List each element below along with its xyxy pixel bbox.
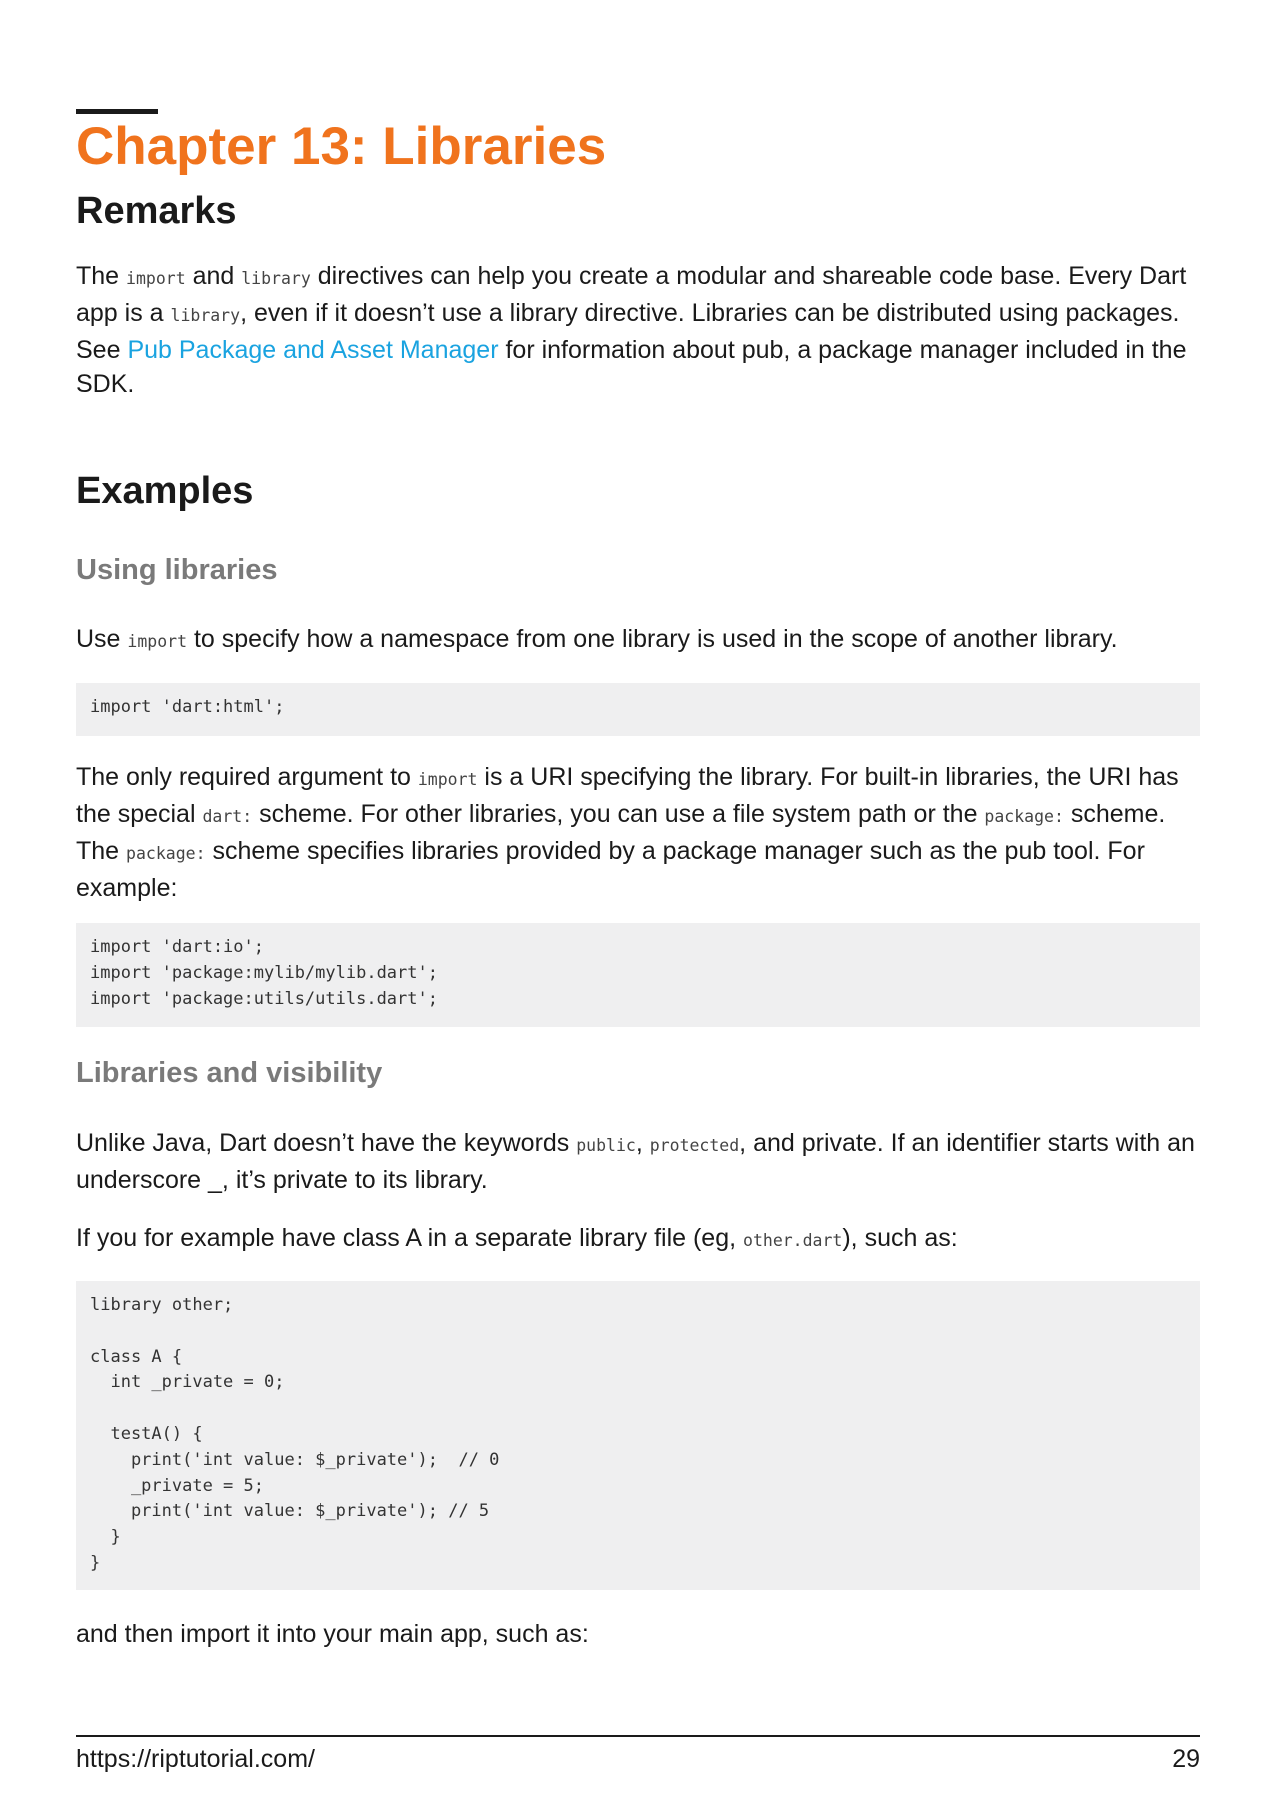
page-number: 29	[1172, 1745, 1200, 1773]
inline-code-import: import	[127, 632, 188, 651]
libraries-visibility-heading: Libraries and visibility	[76, 1057, 383, 1089]
remarks-paragraph: The import and library directives can help you create a modular and shareable code base. Every Dart app is a library, even if it doesn’t use a library directive. Libraries can be distributed using packages. See Pub Package and Asset Manager for information about pub, a package manager included in the SDK.	[76, 262, 1187, 398]
page	[76, 0, 1200, 1800]
code-text: library other; class A { int _private = 0; testA() { print('int value: $_private'); // 0 _private = 5; print('int value: $_private'); // 5 } }	[90, 1295, 500, 1573]
using-libraries-paragraph: Use import to specify how a namespace from one library is used in the scope of another library.	[76, 625, 1118, 653]
inline-code-package-scheme: package:	[126, 844, 206, 863]
inline-code-library: library	[170, 306, 241, 325]
code-text: import 'dart:html';	[90, 697, 285, 717]
inline-code-dart-scheme: dart:	[202, 807, 253, 826]
chapter-title: Chapter 13: Libraries	[76, 117, 607, 176]
import-main-paragraph: and then import it into your main app, such as:	[76, 1620, 589, 1648]
remarks-heading: Remarks	[76, 190, 237, 232]
footer-rule	[76, 1735, 1200, 1737]
inline-code-public: public	[576, 1136, 636, 1155]
examples-heading: Examples	[76, 470, 254, 512]
inline-code-import: import	[126, 269, 186, 288]
code-block-class-a	[76, 1281, 1200, 1590]
pub-package-link[interactable]: Pub Package and Asset Manager	[127, 336, 499, 364]
import-uri-paragraph: The only required argument to import is a URI specifying the library. For built-in libraries, the URI has the special dart: scheme. For other libraries, you can use a file system path or the package: scheme. The package: scheme specifies libraries provided by a package manager such as the pub tool. For example:	[76, 763, 1179, 902]
inline-code-other-dart: other.dart	[743, 1231, 843, 1250]
visibility-paragraph: Unlike Java, Dart doesn’t have the keywords public, protected, and private. If an identifier starts with an underscore _, it’s private to its library.	[76, 1129, 1195, 1194]
using-libraries-heading: Using libraries	[76, 554, 278, 586]
code-text: import 'dart:io'; import 'package:mylib/mylib.dart'; import 'package:utils/utils.dart';	[90, 937, 438, 1009]
code-block-import-html	[76, 683, 1200, 736]
inline-code-import: import	[417, 770, 478, 789]
code-block-import-examples	[76, 923, 1200, 1027]
inline-code-package-scheme: package:	[984, 807, 1064, 826]
footer-url[interactable]: https://riptutorial.com/	[76, 1745, 315, 1773]
chapter-rule	[76, 109, 158, 114]
inline-code-protected: protected	[649, 1136, 740, 1155]
class-a-paragraph: If you for example have class A in a separate library file (eg, other.dart), such as:	[76, 1224, 958, 1252]
inline-code-library: library	[241, 269, 311, 288]
